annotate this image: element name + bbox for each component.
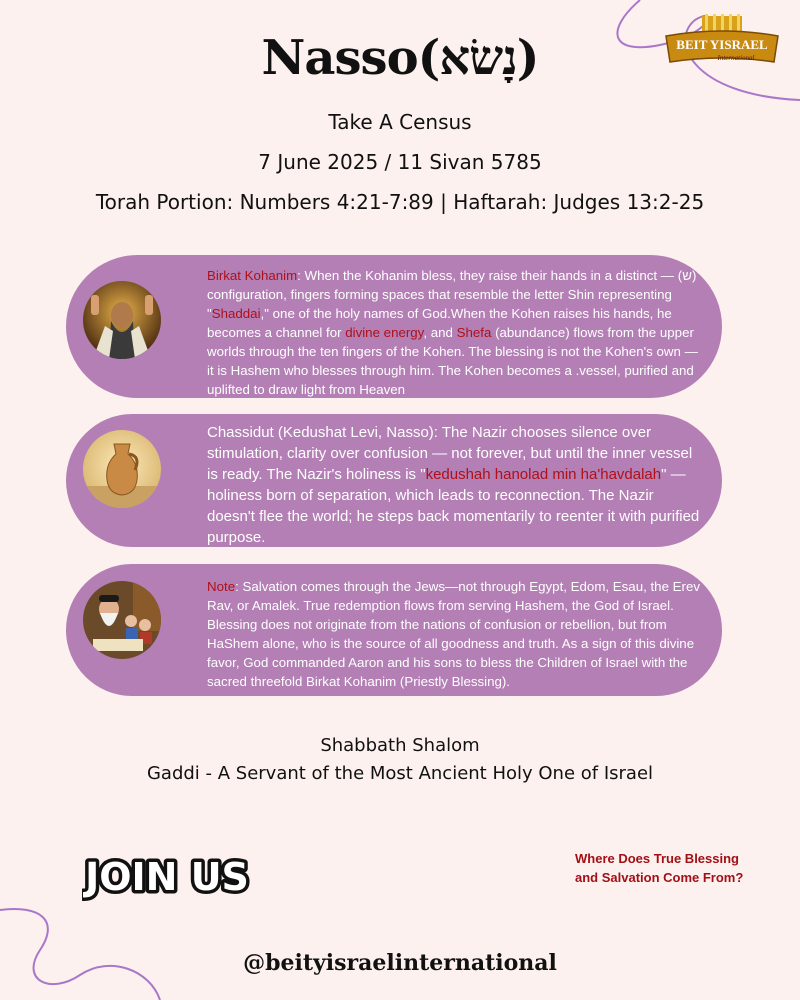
logo-text: BEIT YISRAEL — [676, 37, 768, 52]
social-handle[interactable]: @beityisraelinternational — [243, 950, 557, 976]
torah-portion-line: Torah Portion: Numbers 4:21-7:89 | Haftarah: Judges 13:2-25 — [95, 190, 705, 214]
highlight-shefa: Shefa — [456, 325, 492, 340]
card-text-part: Chassidut (Kedushat Levi, Nasso): The Nazir chooses silence over stimulation, clarity over confusion — not forever, but until the inner vessel is ready. The Nazir's holiness is " — [207, 424, 693, 483]
page-title — [0, 30, 800, 86]
title-main: Nasso — [261, 30, 418, 86]
card-text-part: , and — [423, 325, 457, 340]
card-birkat-kohanim — [66, 255, 722, 398]
clay-jug-image — [83, 430, 161, 508]
rabbi-with-children-image — [83, 581, 161, 659]
card-text-part: : Salvation comes through the Jews—not through Egypt, Edom, Esau, the Erev Rav, or Amalek. True redemption flows from serving Hashem, the God of Israel. Blessing does not originate from the nations of confusion or rebellion, but from HaShem alone, who is the source of all goodness and truth. As a sign of this divine favor, God commanded Aaron and his sons to bless the Children of Israel with the sacred threefold Birkat Kohanim (Priestly Blessing). — [207, 579, 700, 689]
join-us-text: JOIN US — [85, 855, 249, 899]
closing-greeting: Shabbath Shalom — [320, 735, 480, 756]
card-text-part: (abundance) flows from the upper worlds through the ten fingers of the Kohen. The blessing is not the Kohen's own — it is Hashem who blesses through him. The Kohen becomes a .vessel, purified and uplifted to draw light from Heaven — [207, 325, 698, 397]
logo-subtext: International — [717, 54, 755, 62]
card-text — [207, 577, 700, 691]
card-text-part: ," one of the holy names of God.When the Kohen raises his hands, he becomes a channel for — [207, 306, 672, 340]
highlight-shaddai: Shaddai — [211, 306, 261, 321]
card-label: Note — [207, 579, 236, 594]
card-note — [66, 564, 722, 696]
join-us-graphic[interactable] — [82, 848, 252, 902]
card-text-part: " — holiness born of separation, which leads to reconnection. The Nazir doesn't flee the world; he steps back momentarily to reenter it with purified purpose. — [207, 466, 700, 546]
card-text — [207, 266, 700, 398]
highlight-kedushah: kedushah hanolad min ha'havdalah — [425, 466, 662, 483]
kohen-blessing-portrait — [83, 281, 161, 359]
question-text: Where Does True Blessing and Salvation Come From? — [575, 851, 744, 885]
subtitle: Take A Census — [328, 110, 472, 134]
closing-signature: Gaddi - A Servant of the Most Ancient Holy One of Israel — [146, 763, 654, 784]
card-text — [207, 422, 700, 547]
card-label: Birkat Kohanim — [207, 268, 298, 283]
card-text-part: : When the Kohanim bless, they raise their hands in a distinct — (ש) configuration, fingers forming spaces that resemble the letter Shin representing " — [207, 268, 697, 321]
title-hebrew: (נָשׂא) — [417, 30, 539, 86]
card-chassidut — [66, 414, 722, 547]
date-line: 7 June 2025 / 11 Sivan 5785 — [258, 150, 542, 174]
highlight-divine-energy: divine energy — [345, 325, 424, 340]
